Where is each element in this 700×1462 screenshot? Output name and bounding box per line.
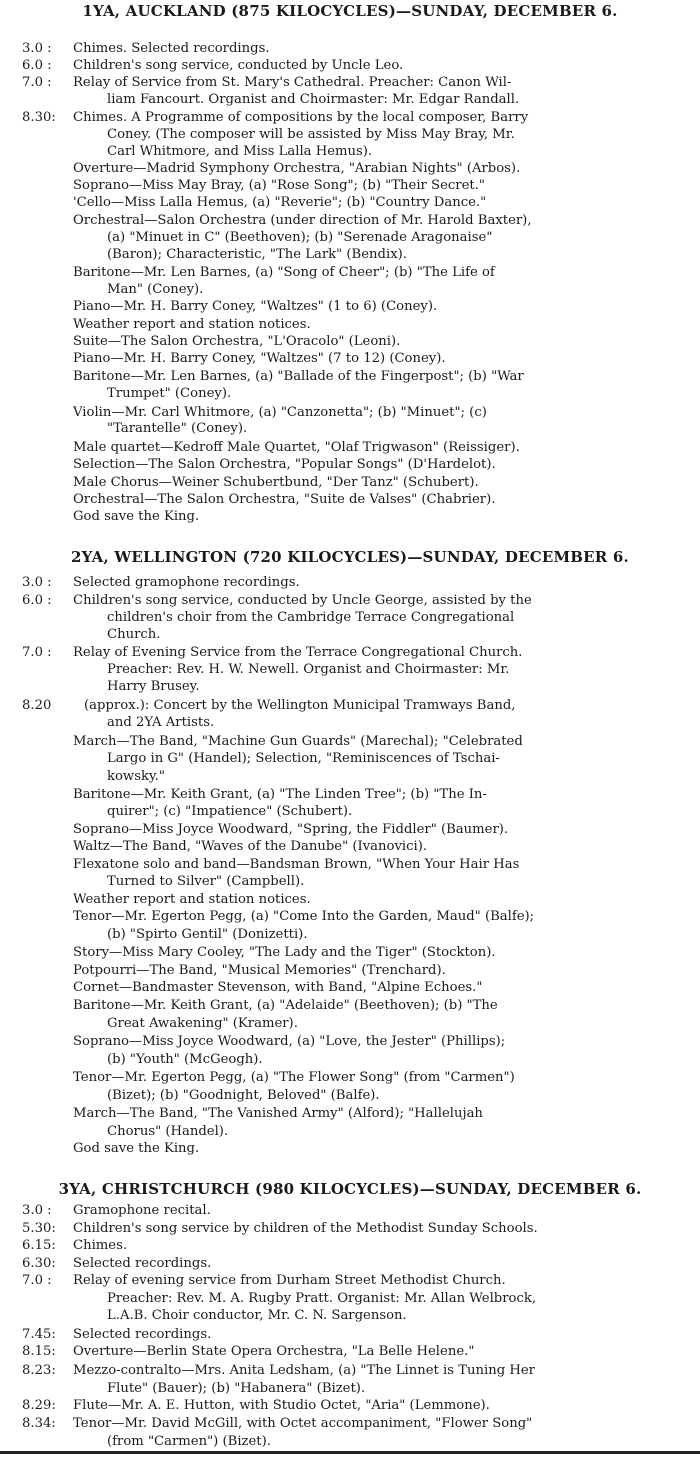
programme-text: Flute" (Bauer); (b) "Habanera" (Bizet). [107, 1381, 366, 1396]
programme-line [0, 404, 700, 421]
programme-time: 8.23: [22, 1363, 56, 1378]
programme-text: Chimes. [73, 1238, 128, 1253]
programme-line [0, 229, 700, 246]
programme-text: "Tarantelle" (Coney). [107, 421, 248, 436]
programme-line [0, 385, 700, 402]
programme-text: Baritone—Mr. Len Barnes, (a) "Ballade of the Fingerpost"; (b) "War [73, 369, 524, 384]
programme-text: Relay of Service from St. Mary's Cathedral. Preacher: Canon Wil- [73, 75, 512, 90]
programme-line [0, 160, 700, 177]
programme-text: Selected recordings. [73, 1256, 212, 1271]
programme-line [0, 1069, 700, 1086]
programme-line [0, 856, 700, 873]
programme-text: Chimes. Selected recordings. [73, 41, 270, 56]
programme-line [0, 316, 700, 333]
programme-line [0, 281, 700, 298]
programme-text: Male Chorus—Weiner Schubertbund, "Der Tanz" (Schubert). [73, 475, 479, 490]
programme-line [0, 143, 700, 160]
programme-line [0, 697, 700, 714]
programme-text: (Baron); Characteristic, "The Lark" (Bendix). [107, 247, 407, 262]
programme-line [0, 40, 700, 57]
programme-text: (b) "Youth" (McGeogh). [107, 1052, 263, 1067]
programme-text: 'Cello—Miss Lalla Hemus, (a) "Reverie"; (b) "Country Dance." [73, 195, 487, 210]
programme-line [0, 1433, 700, 1450]
programme-line [0, 456, 700, 473]
programme-time: 8.20 [22, 698, 52, 713]
programme-line [0, 979, 700, 996]
programme-line [0, 1087, 700, 1104]
programme-line [0, 1326, 700, 1343]
programme-line [0, 350, 700, 367]
programme-line [0, 803, 700, 820]
programme-text: Flexatone solo and band—Bandsman Brown, "When Your Hair Has [73, 857, 520, 872]
programme-text: Baritone—Mr. Len Barnes, (a) "Song of Cheer"; (b) "The Life of [73, 265, 495, 280]
programme-text: Relay of Evening Service from the Terrace Congregational Church. [73, 645, 523, 660]
programme-time: 3.0 : [22, 41, 52, 56]
programme-line [0, 1202, 700, 1219]
programme-text: Male quartet—Kedroff Male Quartet, "Olaf Trigwason" (Reissiger). [73, 440, 520, 455]
programme-text: Harry Brusey. [107, 679, 200, 694]
programme-text: Man" (Coney). [107, 282, 204, 297]
programme-time: 3.0 : [22, 575, 52, 590]
programme-text: Children's song service, conducted by Uncle George, assisted by the [73, 593, 532, 608]
programme-text: Suite—The Salon Orchestra, "L'Oracolo" (Leoni). [73, 334, 401, 349]
programme-text: Weather report and station notices. [73, 317, 311, 332]
programme-text: Violin—Mr. Carl Whitmore, (a) "Canzonetta"; (b) "Minuet"; (c) [73, 405, 487, 420]
programme-line [0, 609, 700, 626]
programme-text: Coney. (The composer will be assisted by Miss May Bray, Mr. [107, 127, 515, 142]
programme-text: Flute—Mr. A. E. Hutton, with Studio Octet, "Aria" (Lemmone). [73, 1398, 490, 1413]
programme-line [0, 1290, 700, 1307]
programme-line [0, 1237, 700, 1254]
programme-line [0, 368, 700, 385]
programme-line [0, 678, 700, 695]
programme-text: (Bizet); (b) "Goodnight, Beloved" (Balfe). [107, 1088, 380, 1103]
programme-text: Preacher: Rev. M. A. Rugby Pratt. Organist: Mr. Allan Welbrock, [107, 1291, 537, 1306]
bottom-rule [0, 1451, 700, 1454]
programme-text: God save the King. [73, 1141, 200, 1156]
programme-line [0, 891, 700, 908]
programme-time: 8.34: [22, 1416, 56, 1431]
programme-text: Great Awakening" (Kramer). [107, 1016, 298, 1031]
programme-line [0, 474, 700, 491]
programme-text: God save the King. [73, 509, 200, 524]
programme-line [0, 997, 700, 1014]
programme-line [0, 1015, 700, 1032]
programme-line [0, 264, 700, 281]
programme-line [0, 1397, 700, 1414]
programme-text: kowsky." [107, 769, 165, 784]
programme-line [0, 1380, 700, 1397]
programme-text: Selected gramophone recordings. [73, 575, 300, 590]
programme-text: Gramophone recital. [73, 1203, 211, 1218]
programme-time: 6.30: [22, 1256, 56, 1271]
programme-line [0, 1362, 700, 1379]
programme-text: Chorus" (Handel). [107, 1124, 229, 1139]
programme-text: Children's song service by children of the Methodist Sunday Schools. [73, 1221, 538, 1236]
station-heading: 1YA, AUCKLAND (875 KILOCYCLES)—SUNDAY, DECEMBER 6. [82, 2, 618, 20]
programme-time: 7.45: [22, 1327, 56, 1342]
programme-text: Selection—The Salon Orchestra, "Popular Songs" (D'Hardelot). [73, 457, 496, 472]
programme-line [0, 1220, 700, 1237]
programme-line [0, 333, 700, 350]
programme-line [0, 926, 700, 943]
programme-time: 6.0 : [22, 593, 52, 608]
station-heading: 3YA, CHRISTCHURCH (980 KILOCYCLES)—SUNDAY, DECEMBER 6. [58, 1180, 642, 1198]
programme-line [0, 57, 700, 74]
programme-text: Trumpet" (Coney). [107, 386, 232, 401]
programme-line [0, 1033, 700, 1050]
programme-line [0, 786, 700, 803]
programme-line [0, 439, 700, 456]
programme-text: Orchestral—Salon Orchestra (under direction of Mr. Harold Baxter), [73, 213, 532, 228]
programme-line [0, 733, 700, 750]
programme-text: Relay of evening service from Durham Street Methodist Church. [73, 1273, 506, 1288]
programme-line [0, 74, 700, 91]
programme-line [0, 1140, 700, 1157]
programme-text: children's choir from the Cambridge Terrace Congregational [107, 610, 515, 625]
programme-text: L.A.B. Choir conductor, Mr. C. N. Sargenson. [107, 1308, 407, 1323]
programme-line [0, 908, 700, 925]
programme-text: Turned to Silver" (Campbell). [107, 874, 305, 889]
programme-line [0, 91, 700, 108]
programme-time: 8.15: [22, 1344, 56, 1359]
programme-text: Cornet—Bandmaster Stevenson, with Band, "Alpine Echoes." [73, 980, 483, 995]
programme-line [0, 1123, 700, 1140]
programme-text: March—The Band, "Machine Gun Guards" (Marechal); "Celebrated [73, 734, 523, 749]
programme-line [0, 714, 700, 731]
programme-text: Soprano—Miss Joyce Woodward, "Spring, the Fiddler" (Baumer). [73, 822, 509, 837]
programme-time: 7.0 : [22, 645, 52, 660]
programme-text: (a) "Minuet in C" (Beethoven); (b) "Serenade Aragonaise" [107, 230, 493, 245]
programme-text: Selected recordings. [73, 1327, 212, 1342]
programme-line [0, 1307, 700, 1324]
programme-text: Soprano—Miss Joyce Woodward, (a) "Love, the Jester" (Phillips); [73, 1034, 506, 1049]
programme-text: March—The Band, "The Vanished Army" (Alford); "Hallelujah [73, 1106, 483, 1121]
programme-line [0, 109, 700, 126]
programme-line [0, 212, 700, 229]
programme-time: 8.30: [22, 110, 56, 125]
programme-text: Children's song service, conducted by Uncle Leo. [73, 58, 404, 73]
programme-text: Largo in G" (Handel); Selection, "Reminiscences of Tschai- [107, 751, 500, 766]
programme-text: (from "Carmen") (Bizet). [107, 1434, 271, 1449]
programme-text: Soprano—Miss May Bray, (a) "Rose Song"; (b) "Their Secret." [73, 178, 485, 193]
programme-text: Waltz—The Band, "Waves of the Danube" (Ivanovici). [73, 839, 428, 854]
programme-line [0, 1105, 700, 1122]
programme-text: liam Fancourt. Organist and Choirmaster: Mr. Edgar Randall. [107, 92, 520, 107]
programme-text: Tenor—Mr. David McGill, with Octet accompaniment, "Flower Song" [73, 1416, 533, 1431]
programme-text: Weather report and station notices. [73, 892, 311, 907]
programme-line [0, 661, 700, 678]
programme-line [0, 944, 700, 961]
programme-line [0, 962, 700, 979]
programme-text: Piano—Mr. H. Barry Coney, "Waltzes" (1 to 6) (Coney). [73, 299, 438, 314]
programme-line [0, 750, 700, 767]
programme-line [0, 246, 700, 263]
programme-line [0, 1415, 700, 1432]
programme-time: 5.30: [22, 1221, 56, 1236]
programme-time: 7.0 : [22, 75, 52, 90]
programme-text: Mezzo-contralto—Mrs. Anita Ledsham, (a) "The Linnet is Tuning Her [73, 1363, 535, 1378]
programme-line [0, 626, 700, 643]
programme-text: quirer"; (c) "Impatience" (Schubert). [107, 804, 353, 819]
programme-text: Overture—Madrid Symphony Orchestra, "Arabian Nights" (Arbos). [73, 161, 521, 176]
programme-time: 7.0 : [22, 1273, 52, 1288]
programme-line [0, 1051, 700, 1068]
programme-line [0, 508, 700, 525]
programme-time: 3.0 : [22, 1203, 52, 1218]
programme-line [0, 574, 700, 591]
programme-text: (approx.): Concert by the Wellington Municipal Tramways Band, [84, 698, 516, 713]
programme-line [0, 644, 700, 661]
programme-line [0, 821, 700, 838]
programme-text: Chimes. A Programme of compositions by the local composer, Barry [73, 110, 529, 125]
programme-line [0, 491, 700, 508]
programme-text: Tenor—Mr. Egerton Pegg, (a) "The Flower Song" (from "Carmen") [73, 1070, 515, 1085]
programme-text: (b) "Spirto Gentil" (Donizetti). [107, 927, 308, 942]
programme-text: Tenor—Mr. Egerton Pegg, (a) "Come Into the Garden, Maud" (Balfe); [73, 909, 535, 924]
programme-line [0, 420, 700, 437]
programme-line [0, 592, 700, 609]
programme-line [0, 194, 700, 211]
programme-line [0, 1272, 700, 1289]
programme-line [0, 1343, 700, 1360]
programme-text: Church. [107, 627, 161, 642]
programme-time: 8.29: [22, 1398, 56, 1413]
programme-time: 6.15: [22, 1238, 56, 1253]
programme-text: Potpourri—The Band, "Musical Memories" (Trenchard). [73, 963, 446, 978]
programme-text: Piano—Mr. H. Barry Coney, "Waltzes" (7 to 12) (Coney). [73, 351, 446, 366]
programme-time: 6.0 : [22, 58, 52, 73]
station-heading: 2YA, WELLINGTON (720 KILOCYCLES)—SUNDAY, DECEMBER 6. [71, 548, 629, 566]
programme-text: Story—Miss Mary Cooley, "The Lady and the Tiger" (Stockton). [73, 945, 496, 960]
programme-line [0, 177, 700, 194]
programme-text: Overture—Berlin State Opera Orchestra, "La Belle Helene." [73, 1344, 475, 1359]
programme-line [0, 873, 700, 890]
programme-line [0, 298, 700, 315]
programme-line [0, 126, 700, 143]
programme-text: Carl Whitmore, and Miss Lalla Hemus). [107, 144, 373, 159]
programme-line [0, 1255, 700, 1272]
programme-text: and 2YA Artists. [107, 715, 215, 730]
programme-text: Baritone—Mr. Keith Grant, (a) "Adelaide" (Beethoven); (b) "The [73, 998, 498, 1013]
programme-text: Preacher: Rev. H. W. Newell. Organist and Choirmaster: Mr. [107, 662, 510, 677]
programme-line [0, 768, 700, 785]
programme-text: Orchestral—The Salon Orchestra, "Suite de Valses" (Chabrier). [73, 492, 496, 507]
programme-text: Baritone—Mr. Keith Grant, (a) "The Linden Tree"; (b) "The In- [73, 787, 487, 802]
programme-line [0, 838, 700, 855]
